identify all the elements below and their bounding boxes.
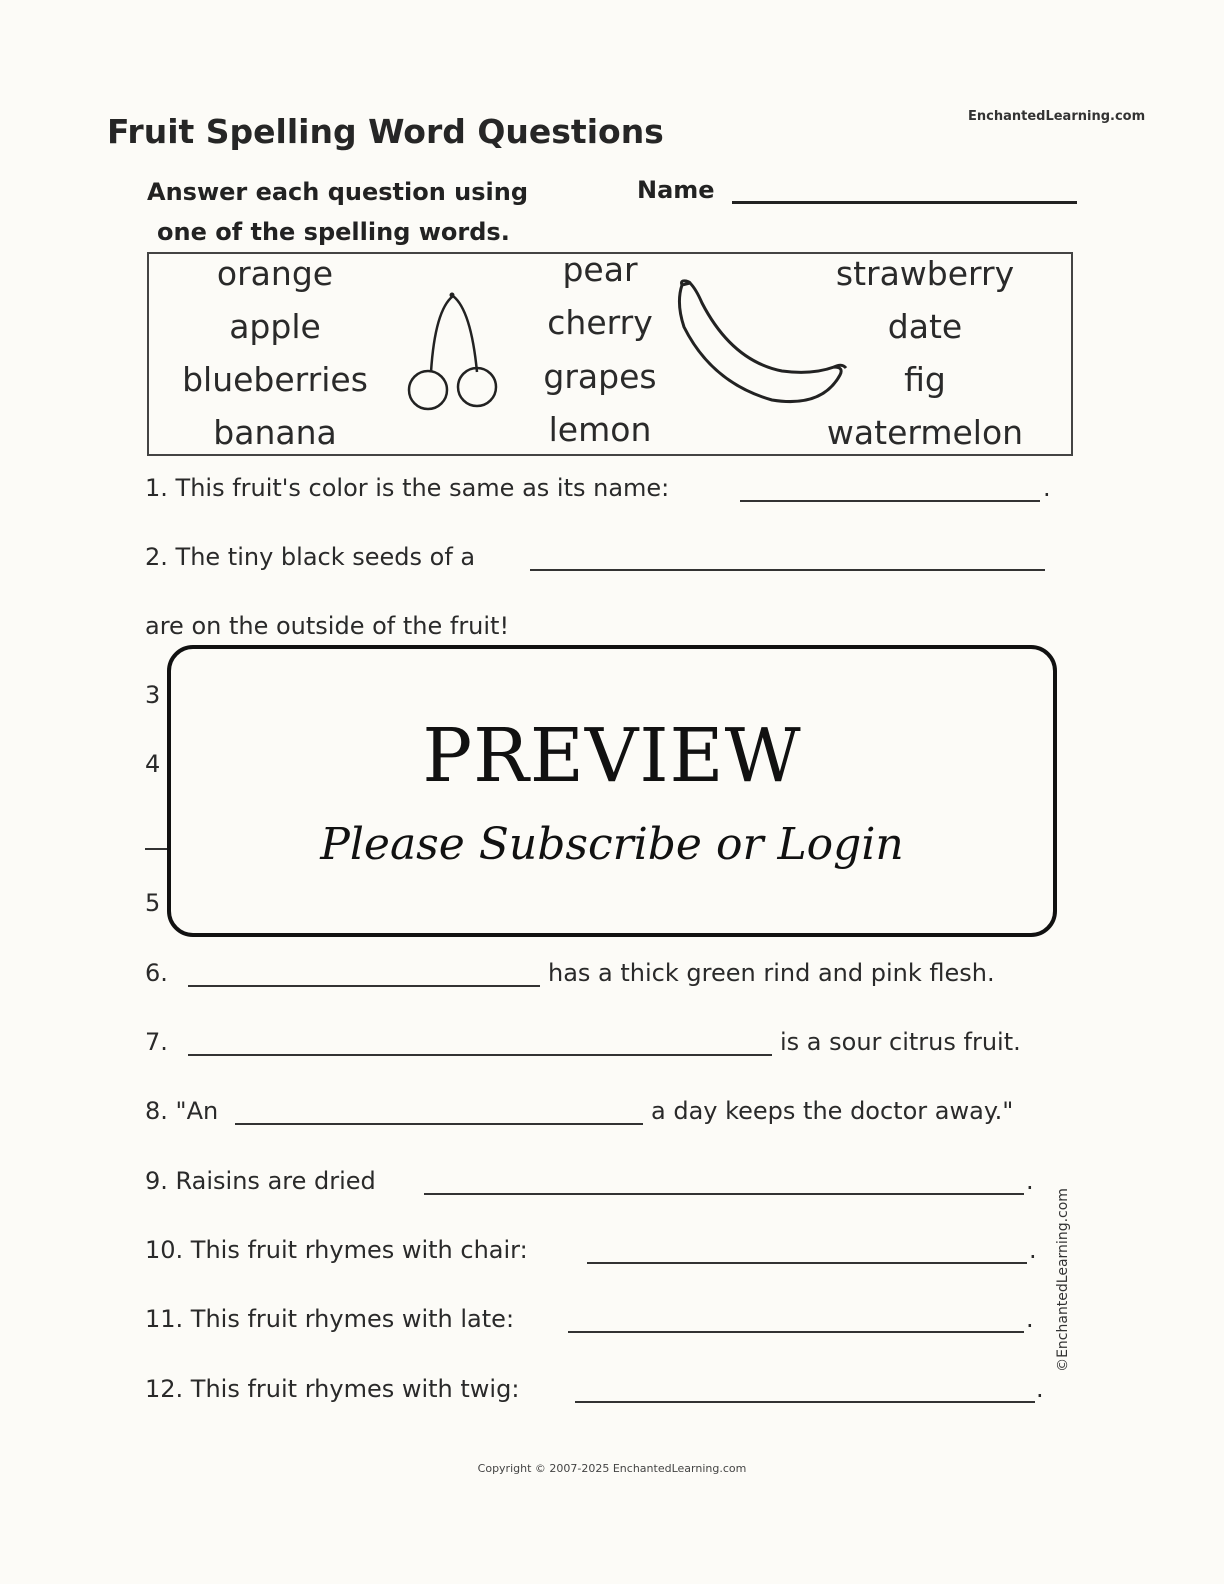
answer-blank-6[interactable] <box>188 985 540 987</box>
question-12-end: . <box>1036 1375 1044 1403</box>
word-apple: apple <box>229 307 321 346</box>
word-date: date <box>887 307 963 346</box>
question-10: 10. This fruit rhymes with chair: <box>145 1236 528 1264</box>
question-11: 11. This fruit rhymes with late: <box>145 1305 515 1333</box>
question-12: 12. This fruit rhymes with twig: <box>145 1375 520 1403</box>
question-9: 9. Raisins are dried <box>145 1167 376 1195</box>
answer-blank-12[interactable] <box>575 1401 1035 1403</box>
instructions-line-1: Answer each question using <box>147 178 529 206</box>
question-8-end: a day keeps the doctor away." <box>651 1097 1014 1125</box>
word-grapes: grapes <box>543 357 657 396</box>
answer-blank-8[interactable] <box>235 1123 643 1125</box>
site-name[interactable]: EnchantedLearning.com <box>968 109 1146 124</box>
word-fig: fig <box>904 360 946 399</box>
preview-overlay[interactable] <box>167 645 1057 937</box>
question-3-number: 3 <box>145 681 161 709</box>
banana-icon <box>672 275 852 410</box>
question-7-number: 7. <box>145 1028 168 1056</box>
word-pear: pear <box>562 250 638 289</box>
word-blueberries: blueberries <box>182 360 368 399</box>
question-8-start: 8. "An <box>145 1097 219 1125</box>
question-1: 1. This fruit's color is the same as its name: <box>145 474 670 502</box>
question-4-number: 4 <box>145 750 161 778</box>
page-title: Fruit Spelling Word Questions <box>107 112 664 151</box>
question-2: 2. The tiny black seeds of a <box>145 543 476 571</box>
question-7-text: is a sour citrus fruit. <box>780 1028 1021 1056</box>
question-2-continued: are on the outside of the fruit! <box>145 612 510 640</box>
answer-blank-10[interactable] <box>587 1262 1027 1264</box>
subscribe-login-link[interactable]: Please Subscribe or Login <box>320 819 904 870</box>
word-lemon: lemon <box>548 410 652 449</box>
answer-blank-2[interactable] <box>530 569 1045 571</box>
answer-blank-9[interactable] <box>424 1193 1024 1195</box>
word-watermelon: watermelon <box>826 413 1024 452</box>
answer-blank-1[interactable] <box>740 500 1040 502</box>
question-6-number: 6. <box>145 959 168 987</box>
answer-blank-11[interactable] <box>568 1331 1024 1333</box>
answer-blank-4[interactable] <box>145 848 167 850</box>
name-label: Name <box>637 176 715 204</box>
question-9-end: . <box>1026 1167 1034 1195</box>
question-1-end: . <box>1043 474 1051 502</box>
question-10-end: . <box>1029 1236 1037 1264</box>
instructions-line-2: one of the spelling words. <box>157 218 510 246</box>
cherry-icon <box>405 290 505 420</box>
question-11-end: . <box>1026 1305 1034 1333</box>
name-field[interactable] <box>732 201 1077 204</box>
question-6-text: has a thick green rind and pink flesh. <box>548 959 995 987</box>
answer-blank-7[interactable] <box>188 1054 772 1056</box>
word-strawberry: strawberry <box>835 254 1015 293</box>
word-banana: banana <box>213 413 337 452</box>
word-cherry: cherry <box>547 303 653 342</box>
question-5-number: 5 <box>145 889 161 917</box>
preview-title: PREVIEW <box>422 713 802 799</box>
side-credit: ©EnchantedLearning.com <box>1055 1188 1071 1372</box>
word-orange: orange <box>216 254 334 293</box>
footer-copyright: Copyright © 2007-2025 EnchantedLearning.com <box>477 1462 747 1475</box>
